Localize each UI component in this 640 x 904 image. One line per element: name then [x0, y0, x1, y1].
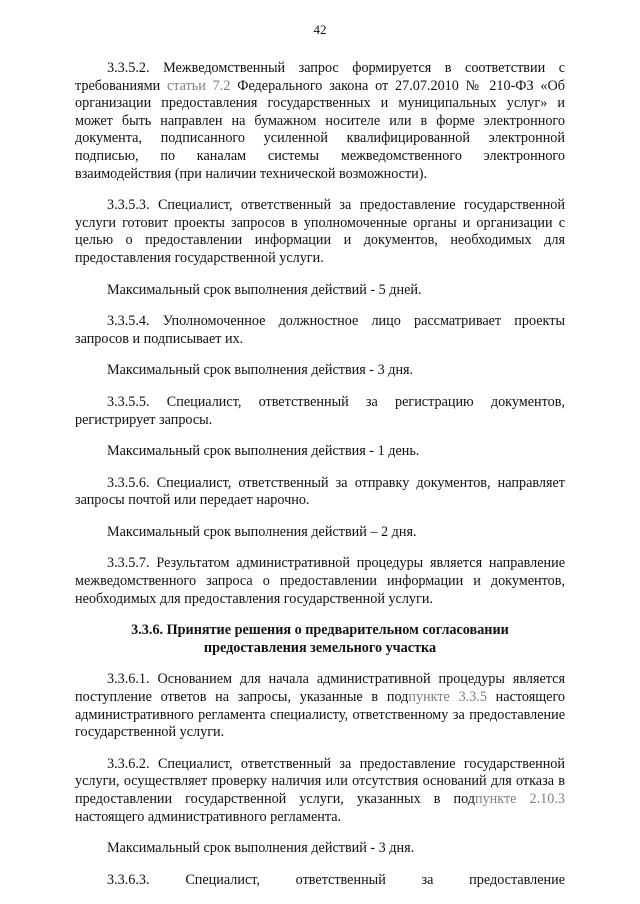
paragraph-text: 3.3.6.1. Основанием для начала административной процедуры является поступление ответов на запросы, указанные в под: [75, 671, 565, 706]
subpoint-link[interactable]: пункте 2.10.3: [474, 791, 565, 807]
deadline-note: Максимальный срок выполнения действий – 2 дня.: [107, 523, 417, 540]
paragraph-3-3-6-3: 3.3.6.3. Специалист, ответственный за предоставление: [107, 871, 565, 888]
paragraph-3-3-6-2: [75, 756, 565, 826]
article-link[interactable]: статьи 7.2: [167, 77, 231, 94]
paragraph-3-3-5-7: 3.3.5.7. Результатом административной процедуры является направление межведомственного запроса о предоставлении информации и документов, необходимых для предоставления государственной услуги.: [75, 555, 565, 607]
paragraph-3-3-6-1: [75, 671, 565, 741]
deadline-note: Максимальный срок выполнения действий - 3 дня.: [107, 840, 415, 857]
page-number: 42: [313, 22, 327, 37]
section-heading-line: 3.3.6. Принятие решения о предварительном согласовании: [131, 622, 509, 639]
paragraph-text: настоящего административного регламента.: [75, 808, 342, 825]
subpoint-link[interactable]: пункте 3.3.5: [408, 689, 487, 706]
paragraph-3-3-5-6: 3.3.5.6. Специалист, ответственный за отправку документов, направляет запросы почтой или передает нарочно.: [75, 474, 565, 509]
paragraph-3-3-5-2: [75, 60, 565, 183]
paragraph-text: 3.3.6.2. Специалист, ответственный за предоставление государственной услуги, осуществляет проверку наличия или отсутствия оснований для отказа в предоставлении государственной услуги, указанных в под: [75, 755, 565, 807]
paragraph-text: Федерального закона от 27.07.2010 № 210-ФЗ «Об организации предоставления государственных и муниципальных услуг» и может быть направлен на бумажном носителе или в форме электронного документа, подписанного усиленной квалифицированной электронной подписью, по каналам системы межведомственного электронного взаимодействия (при наличии технической возможности).: [75, 77, 565, 182]
paragraph-text: настоящего административного регламента специалисту, ответственному за предоставление государственной услуги.: [75, 689, 566, 741]
deadline-note: Максимальный срок выполнения действий - 5 дней.: [107, 281, 422, 298]
paragraph-text: 3.3.5.2. Межведомственный запрос формируется в соответствии с требованиями: [75, 60, 565, 94]
deadline-note: Максимальный срок выполнения действия - 1 день.: [107, 443, 420, 460]
section-heading: [75, 622, 565, 657]
section-heading-line: предоставления земельного участка: [203, 639, 437, 656]
document-body: [75, 60, 565, 903]
paragraph-3-3-5-5: 3.3.5.5. Специалист, ответственный за регистрацию документов, регистрирует запросы.: [75, 393, 565, 428]
paragraph-3-3-5-3: 3.3.5.3. Специалист, ответственный за предоставление государственной услуги готовит проекты запросов в уполномоченные органы и организации с целью о предоставлении информации и документов, необходимых для предоставления государственной услуги.: [75, 197, 565, 266]
paragraph-3-3-5-4: 3.3.5.4. Уполномоченное должностное лицо рассматривает проекты запросов и подписывает их.: [75, 313, 565, 347]
deadline-note: Максимальный срок выполнения действия - 3 дня.: [107, 362, 414, 379]
